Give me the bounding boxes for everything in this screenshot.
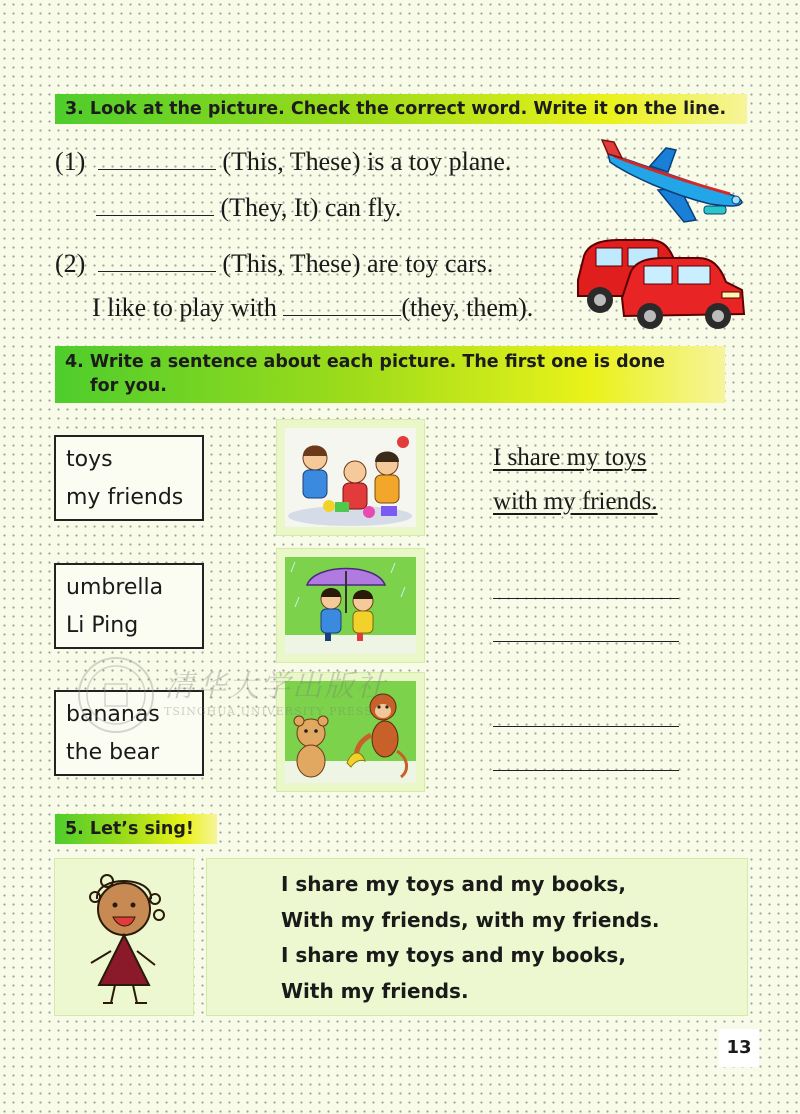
lyric-line-4: With my friends. xyxy=(281,978,469,1003)
answer-2-blank-1[interactable] xyxy=(493,598,679,599)
word-box-3-word-1: bananas xyxy=(66,702,160,727)
q1-line1 xyxy=(55,147,511,177)
section4-title-line1: 4. Write a sentence about each picture. The first one is done xyxy=(65,352,666,372)
q1-text-1: (This, These) is a toy plane. xyxy=(215,147,512,176)
girl-picture-panel xyxy=(55,859,193,1015)
lyric-line-3: I share my toys and my books, xyxy=(281,943,626,967)
section4-title xyxy=(55,346,725,403)
q1-text-2: (They, It) can fly. xyxy=(214,193,402,222)
picture-1-frame xyxy=(277,420,424,535)
answer-2-blank-2[interactable] xyxy=(493,641,679,642)
section4-title-line2: for you. xyxy=(90,376,167,396)
q1-number: (1) xyxy=(55,147,86,176)
watermark-chinese-text: 清华大学出版社 xyxy=(164,669,388,704)
word-box-1 xyxy=(54,435,204,521)
page-number: 13 xyxy=(719,1029,759,1067)
publisher-watermark xyxy=(76,655,396,735)
answer-1-line-2: with my friends. xyxy=(493,488,658,515)
section5-title xyxy=(55,814,217,844)
word-box-2-word-1: umbrella xyxy=(66,575,164,600)
picture-2-frame xyxy=(277,549,424,662)
q2-answer-blank-2[interactable] xyxy=(283,315,401,316)
singing-girl-icon xyxy=(55,859,193,1015)
watermark-english-text: TSINGHUA UNIVERSITY PRESS xyxy=(164,705,373,718)
q2-text-2-prefix: I like to play with xyxy=(92,293,284,322)
section5-title-text: 5. Let’s sing! xyxy=(65,819,194,839)
lyric-line-1: I share my toys and my books, xyxy=(281,872,626,896)
word-box-2 xyxy=(54,563,204,649)
picture-children-under-umbrella xyxy=(285,557,416,654)
answer-3-blank-2[interactable] xyxy=(493,770,679,771)
q2-text-2-suffix: (they, them). xyxy=(401,293,534,322)
toy-car-front xyxy=(622,258,744,329)
word-box-2-word-2: Li Ping xyxy=(66,613,139,638)
picture-children-sharing-toys xyxy=(285,428,416,527)
word-box-3-word-2: the bear xyxy=(66,740,160,765)
q1-line2 xyxy=(96,193,401,223)
lyric-line-2: With my friends, with my friends. xyxy=(281,907,660,932)
word-box-1-word-1: toys xyxy=(66,447,113,472)
publisher-seal-icon xyxy=(76,655,156,735)
answer-3-blank-1[interactable] xyxy=(493,726,679,727)
word-box-1-word-2: my friends xyxy=(66,485,184,510)
q1-answer-blank-1[interactable] xyxy=(98,169,216,170)
lyrics xyxy=(281,867,660,1009)
q2-line1 xyxy=(55,249,493,279)
q2-answer-blank-1[interactable] xyxy=(98,271,216,272)
q1-answer-blank-2[interactable] xyxy=(96,215,214,216)
q2-text-1: (This, These) are toy cars. xyxy=(215,249,494,278)
q2-number: (2) xyxy=(55,249,86,278)
answer-1-line-1: I share my toys xyxy=(493,444,647,471)
section3-title xyxy=(55,94,747,124)
lyrics-panel xyxy=(207,859,747,1015)
toy-plane-illustration xyxy=(600,136,745,224)
answer-1 xyxy=(493,436,693,524)
q2-line2 xyxy=(92,293,533,323)
section3-title-text: 3. Look at the picture. Check the correct word. Write it on the line. xyxy=(65,99,727,119)
toy-cars-illustration xyxy=(572,234,748,330)
